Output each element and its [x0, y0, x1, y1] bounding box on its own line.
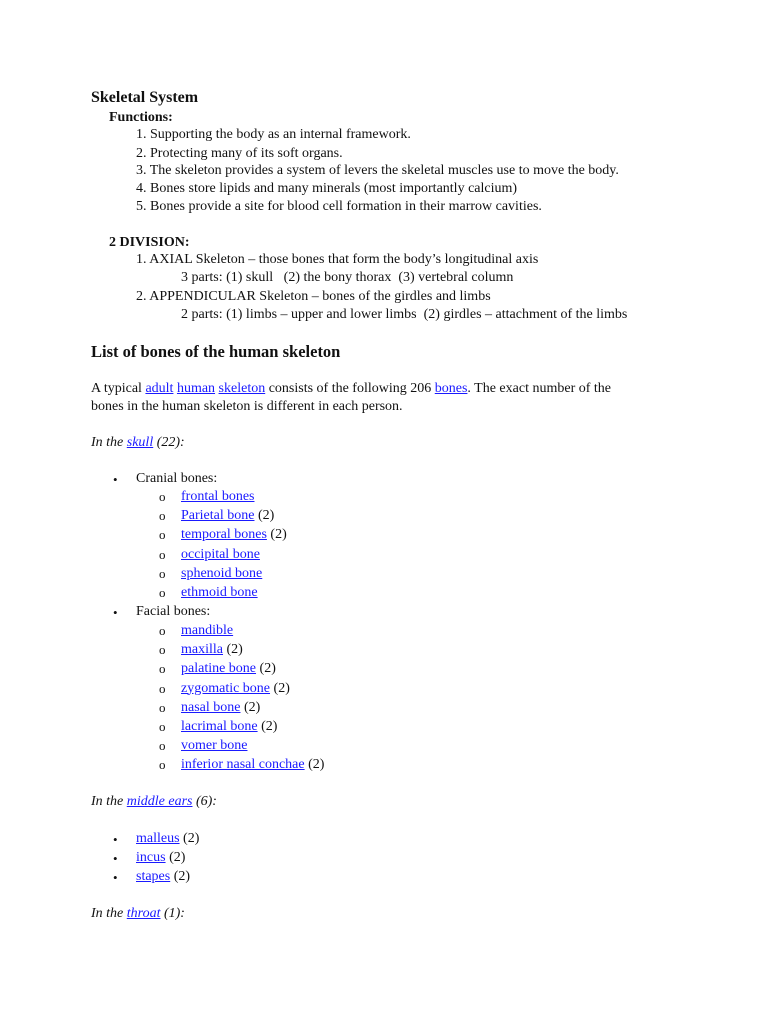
bullet-disc: •: [113, 832, 118, 847]
adult-link[interactable]: adult: [145, 381, 174, 396]
skull-link[interactable]: skull: [126, 435, 154, 450]
throat-count: (1):: [160, 906, 185, 921]
bone-count: (2): [256, 661, 276, 677]
axial-parts: 3 parts: (1) skull (2) the bony thorax (3) vertebral column: [181, 270, 514, 285]
bone-link[interactable]: mandible: [181, 623, 234, 638]
bone-link[interactable]: malleus: [136, 831, 180, 846]
cranial-bones-label: Cranial bones:: [136, 471, 218, 486]
bone-link[interactable]: ethmoid bone: [181, 585, 258, 600]
list-item: [181, 526, 287, 544]
bullet-circle: o: [159, 527, 166, 543]
facial-bones-label: Facial bones:: [136, 604, 211, 619]
bone-count: (2): [257, 719, 278, 734]
middle-ears-link[interactable]: middle ears: [126, 794, 193, 809]
bone-count: (2): [240, 699, 261, 715]
functions-label: Functions:: [109, 110, 173, 125]
bullet-circle: o: [159, 546, 166, 562]
skeleton-link[interactable]: skeleton: [218, 381, 266, 396]
function-item-4: 4. Bones store lipids and many minerals (most importantly calcium): [136, 181, 518, 196]
bullet-disc: •: [113, 851, 118, 867]
list-item: [136, 830, 199, 848]
bone-link[interactable]: temporal bones: [181, 527, 267, 543]
bone-link[interactable]: palatine bone: [181, 661, 257, 677]
bullet-circle: o: [159, 623, 166, 638]
bone-link[interactable]: incus: [136, 850, 166, 866]
bone-count: (2): [223, 642, 243, 658]
bone-count: (2): [179, 831, 200, 846]
list-item: [181, 718, 277, 736]
throat-prefix: In the: [91, 906, 127, 921]
ears-prefix: In the: [91, 794, 127, 809]
bone-link[interactable]: maxilla: [181, 642, 223, 658]
bone-link[interactable]: vomer bone: [181, 738, 248, 754]
list-item: [181, 488, 254, 506]
bullet-circle: o: [159, 565, 166, 581]
function-item-2: 2. Protecting many of its soft organs.: [136, 146, 343, 161]
list-item: [181, 756, 324, 774]
list-item: [181, 584, 258, 602]
bones-link[interactable]: bones: [434, 381, 468, 396]
bullet-disc: •: [113, 472, 118, 487]
bullet-circle: o: [159, 489, 166, 504]
throat-heading: [91, 905, 185, 923]
list-item: [181, 737, 247, 755]
bone-link[interactable]: lacrimal bone: [181, 719, 258, 734]
appendicular-skeleton: 2. APPENDICULAR Skeleton – bones of the girdles and limbs: [136, 289, 491, 304]
bullet-circle: o: [159, 585, 166, 600]
list-item: [136, 849, 185, 867]
bone-link[interactable]: inferior nasal conchae: [181, 757, 305, 773]
skull-count: (22):: [153, 435, 185, 450]
bullet-circle: o: [159, 680, 166, 696]
division-label: 2 DIVISION:: [109, 235, 190, 250]
list-item: [181, 507, 274, 525]
bone-link[interactable]: frontal bones: [181, 489, 255, 504]
skeletal-system-heading: Skeletal System: [91, 89, 199, 106]
list-item: [181, 622, 233, 640]
throat-link[interactable]: throat: [126, 906, 161, 921]
skull-heading: [91, 434, 185, 452]
list-item: [181, 699, 260, 717]
middle-ears-heading: [91, 793, 217, 811]
human-link[interactable]: human: [176, 381, 216, 396]
intro-line-1: [91, 380, 611, 398]
bone-count: (2): [304, 757, 325, 773]
intro-text: consists of the following 206: [265, 381, 435, 396]
bone-link[interactable]: sphenoid bone: [181, 565, 263, 581]
bullet-circle: o: [159, 699, 166, 715]
bullet-circle: o: [159, 661, 166, 677]
list-item: [181, 565, 262, 583]
bullet-circle: o: [159, 738, 166, 754]
function-item-3: 3. The skeleton provides a system of levers the skeletal muscles use to move the body.: [136, 163, 619, 178]
function-item-5: 5. Bones provide a site for blood cell formation in their marrow cavities.: [136, 199, 542, 214]
intro-text: A typical: [91, 381, 146, 396]
function-item-1: 1. Supporting the body as an internal framework.: [136, 127, 411, 142]
bone-link[interactable]: Parietal bone: [181, 508, 255, 524]
skull-prefix: In the: [91, 435, 127, 450]
bone-count: (2): [270, 680, 290, 696]
list-item: [136, 868, 190, 886]
bone-count: (2): [170, 869, 191, 885]
bullet-disc: •: [113, 605, 118, 620]
list-item: [181, 660, 276, 678]
bone-count: (2): [165, 850, 186, 866]
bullet-circle: o: [159, 757, 166, 773]
bullet-disc: •: [113, 870, 118, 886]
bone-link[interactable]: zygomatic bone: [181, 680, 271, 696]
appendicular-parts: 2 parts: (1) limbs – upper and lower limbs (2) girdles – attachment of the limbs: [181, 307, 628, 322]
bone-count: (2): [254, 508, 275, 524]
list-item: [181, 680, 290, 698]
intro-line-2: bones in the human skeleton is different in each person.: [91, 399, 403, 414]
bone-link[interactable]: nasal bone: [181, 699, 241, 715]
ears-count: (6):: [192, 794, 217, 809]
list-item: [181, 641, 243, 659]
axial-skeleton: 1. AXIAL Skeleton – those bones that form the body’s longitudinal axis: [136, 252, 539, 267]
list-of-bones-heading: List of bones of the human skeleton: [91, 342, 341, 361]
bullet-circle: o: [159, 508, 166, 524]
bone-link[interactable]: occipital bone: [181, 546, 260, 562]
bone-count: (2): [266, 527, 287, 543]
bullet-circle: o: [159, 719, 166, 734]
list-item: [181, 546, 260, 564]
intro-text: . The exact number of the: [467, 381, 611, 396]
bone-link[interactable]: stapes: [136, 869, 171, 885]
bullet-circle: o: [159, 642, 166, 658]
